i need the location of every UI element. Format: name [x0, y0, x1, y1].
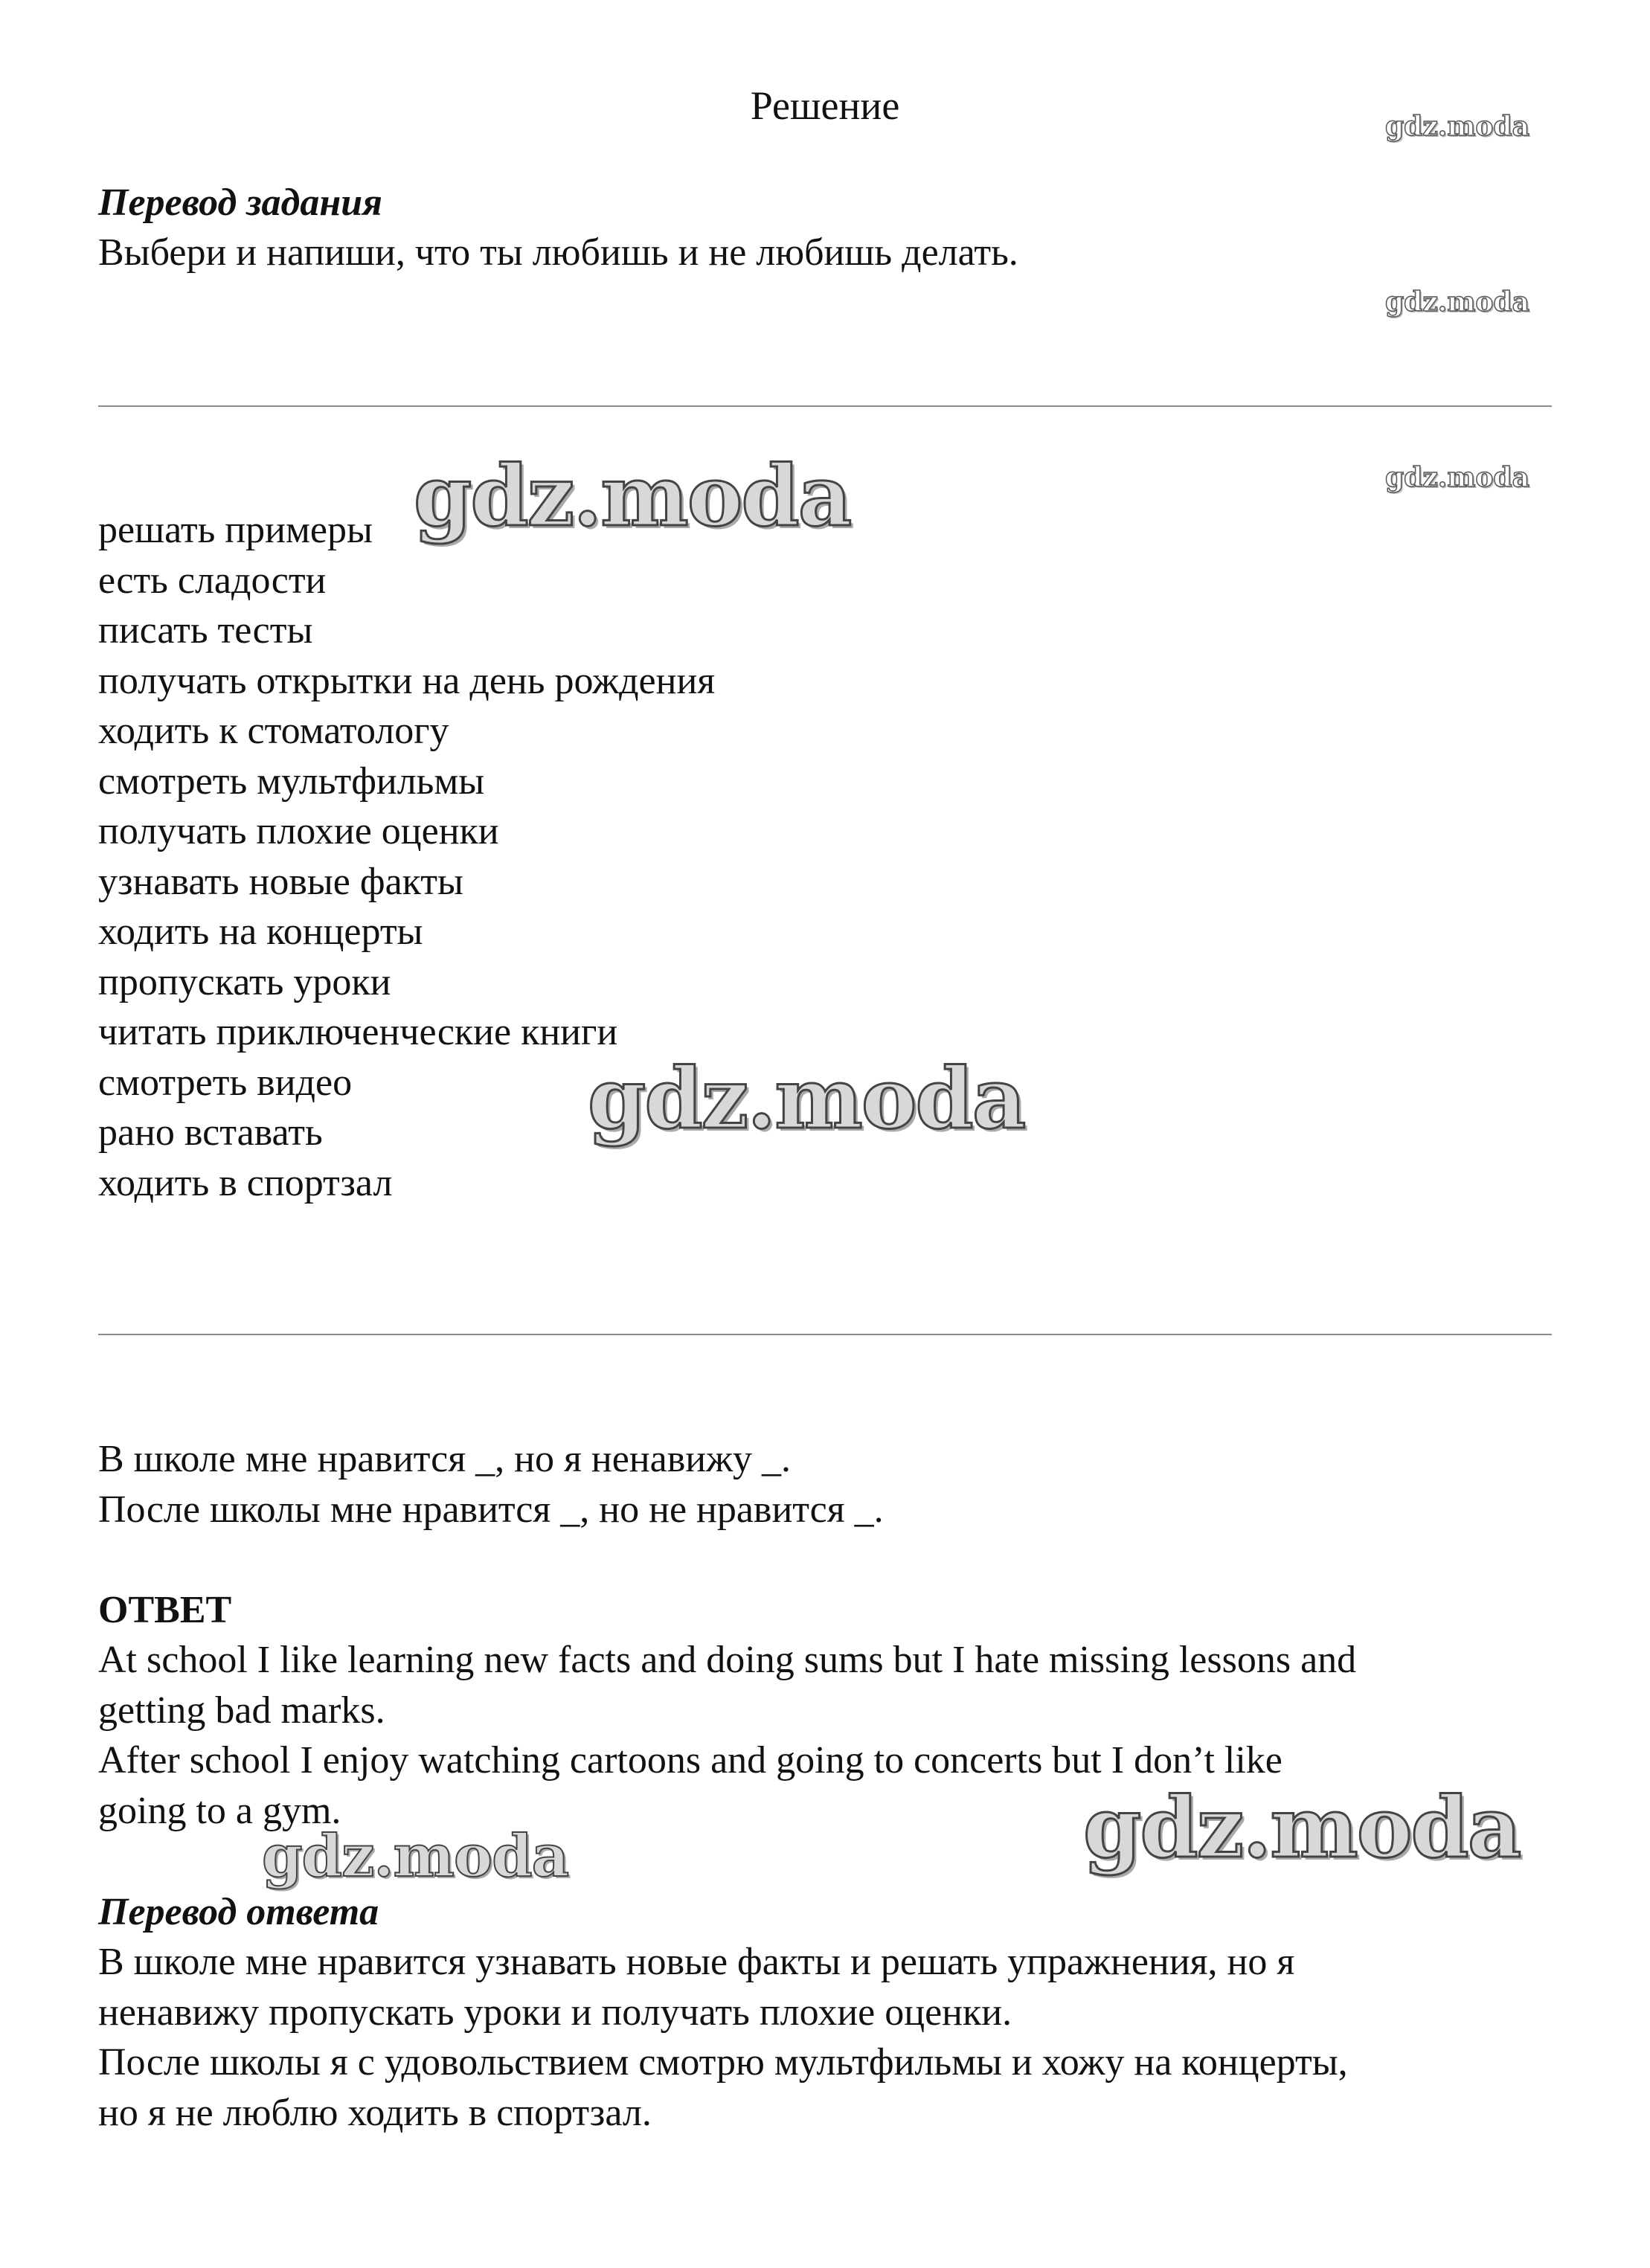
answer-translation-line: ненавижу пропускать уроки и получать плохие оценки.: [98, 1991, 1012, 2034]
answer-line: At school I like learning new facts and doing sums but I hate missing lessons and: [98, 1639, 1357, 1681]
activity-item: есть сладости: [98, 559, 327, 602]
task-translation-line: Выбери и напиши, что ты любишь и не любишь делать.: [98, 231, 1018, 274]
watermark-small: gdz.moda: [1385, 286, 1529, 318]
watermark-small: gdz.moda: [1385, 111, 1529, 142]
activity-item: читать приключенческие книги: [98, 1011, 618, 1053]
activity-item: решать примеры: [98, 509, 373, 551]
page-title: Решение: [750, 83, 900, 128]
activity-item: узнавать новые факты: [98, 860, 463, 903]
activity-item: ходить в спортзал: [98, 1161, 393, 1204]
activity-item: рано вставать: [98, 1111, 323, 1154]
task-translation-heading: Перевод задания: [98, 181, 382, 224]
template-sentence: После школы мне нравится _, но не нравится _.: [98, 1488, 884, 1531]
activity-item: ходить к стоматологу: [98, 710, 449, 752]
watermark-small: gdz.moda: [1385, 462, 1529, 493]
watermark-large: gdz.moda: [414, 448, 851, 545]
activity-item: писать тесты: [98, 609, 313, 652]
answer-translation-heading: Перевод ответа: [98, 1891, 379, 1933]
divider: [98, 405, 1552, 407]
answer-line: After school I enjoy watching cartoons and going to concerts but I don’t like: [98, 1739, 1283, 1782]
task-translation-text: [98, 228, 1586, 278]
template-sentence: В школе мне нравится _, но я ненавижу _.: [98, 1438, 792, 1480]
activity-item: ходить на концерты: [98, 910, 423, 953]
watermark-medium: gdz.moda: [262, 1822, 569, 1890]
answer-heading: ОТВЕТ: [98, 1589, 232, 1631]
activity-item: пропускать уроки: [98, 960, 391, 1003]
watermark-large: gdz.moda: [588, 1050, 1025, 1148]
answer-translation-line: После школы я с удовольствием смотрю мультфильмы и хожу на концерты,: [98, 2041, 1348, 2084]
activity-item: смотреть видео: [98, 1061, 353, 1104]
divider: [98, 1334, 1552, 1335]
watermark-large: gdz.moda: [1083, 1779, 1521, 1877]
answer-translation-line: но я не люблю ходить в спортзал.: [98, 2091, 652, 2134]
answer-line: going to a gym.: [98, 1789, 341, 1832]
activity-item: получать плохие оценки: [98, 810, 499, 852]
activity-item: получать открытки на день рождения: [98, 659, 716, 702]
template-sentences: [98, 1434, 1586, 1535]
answer-translation-line: В школе мне нравится узнавать новые факты и решать упражнения, но я: [98, 1941, 1295, 1983]
activity-item: смотреть мультфильмы: [98, 759, 485, 803]
answer-line: getting bad marks.: [98, 1689, 385, 1732]
answer-translation-text: [98, 1937, 1586, 2138]
